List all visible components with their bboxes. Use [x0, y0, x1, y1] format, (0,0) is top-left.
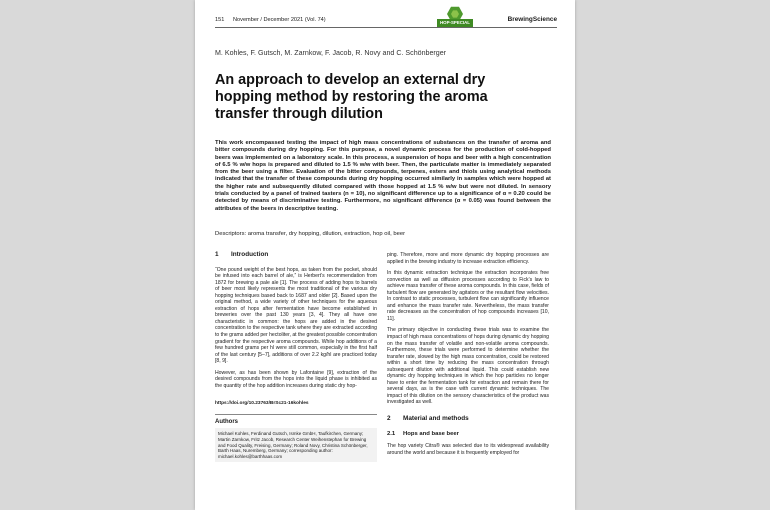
subsection-number: 2.1 [387, 430, 396, 437]
intro-paragraph-2: However, as has been shown by Lafontaine [9], extraction of the desired compounds from the hops into the liquid phase is inhibited as the quantity of the hop addition increases during static dry hop- [215, 369, 377, 389]
section-heading-materials [387, 416, 549, 423]
intro-paragraph-4: In this dynamic extraction technique the extraction incorporates free convection as well as diffusion processes according to Fick’s law to achieve mass transfer of these aroma compounds. In this case, fields of turbulent flow are generated by agitators or the resultant flow velocities. In contrast to static processes, turbulent flow can significantly influence and enhance the mass transfer rate. Nevertheless, the mass transfer rate decreases as the concentration of hop compounds increases [10, 11]. [387, 270, 549, 322]
authors-affiliation: Michael Kohles, Ferdinand Gutsch, Ismke GmbH, Taufkirchen, Germany; Martin Zarnkow, Fritz Jacob, Research Center Weihenstephan for Brewing and Food Quality, Freising, Germany; Roland Novy, Christina Schönberger, Barth Haas, Nuremberg, Germany; corresponding author: michael.kohles@barthhaas.com [215, 428, 377, 462]
left-column [215, 252, 377, 467]
journal-page [195, 0, 575, 510]
article-descriptors: Descriptors: aroma transfer, dry hopping, dilution, extraction, hop oil, beer [215, 231, 406, 237]
authors-box-heading: Authors [215, 414, 377, 426]
section-heading-introduction [215, 252, 377, 259]
section-title: Material and methods [403, 415, 469, 423]
methods-paragraph-1: The hop variety Citra® was selected due to its widespread availability around the world and because it is frequently employed for [387, 443, 549, 456]
running-header [215, 14, 557, 26]
subsection-heading-hops [387, 431, 549, 438]
page-number: 151 [215, 17, 225, 23]
article-title: An approach to develop an external dry hopping method by restoring the aroma transfer through dilution [215, 72, 488, 122]
section-number: 2 [387, 415, 391, 423]
subsection-title: Hops and base beer [403, 430, 459, 437]
intro-paragraph-1: “One pound weight of the best hops, as taken from the pocket, should be infused into each barrel of ale,” is Herbert’s recommendation from 1872 for brewing a pale ale [1]. The process of adding hops to barrels of beer most likely represents the most traditional of the various dry hopping techniques based back to 1687 and older [2]. Based upon the original method, a wide variety of other techniques for the aqueous extraction of hops after fermentation have become established in breweries over the past 130 years [3, 4]. They all have one characteristic in common: the hops are added in the desired concentration to the respective tank where they are extracted according to the grams added per hectoliter, at the greatest possible concentration gradient for the respective aroma compounds. While hop additions of a few hundred grams per hl were still common, especially in the first half of the last century [5–7], additions of over 2.2 kg/hl are practiced today [8, 9]. [215, 266, 377, 365]
badge-label: HOP-SPECIAL [437, 19, 473, 27]
issue-info: November / December 2021 (Vol. 74) [233, 17, 326, 23]
section-title: Introduction [231, 251, 269, 258]
right-column [387, 252, 549, 461]
article-abstract: This work encompassed testing the impact of high mass concentrations of substances on the transfer of aroma and bitter compounds during dry hopping. For this purpose, a novel dynamic process for the production of cold-hopped beers was implemented on a laboratory scale. In this process, a suspension of hops and beer with a high concentration of 6.5 % w/w hops is prepared and diluted to 1.5 % w/w with beer. Then, the particulate matter is immediately separated from the beer using a filter. Evaluation of the bitter compounds, terpenes, esters and thiols using analytical methods indicated that the transfer of these compounds during dry hopping occurred similarly in samples which were hopped at the higher rate and subsequently diluted compared with those hopped at 1.5 % w/w but were not diluted. In sensory trials conducted by a panel of trained tasters (n = 10), no significant difference up to a significance of α = 0.20 could be detected by means of discriminative testing. Furthermore, no significant difference (α = 0.05) was found between the attributes of the beers in descriptive testing. [215, 140, 551, 212]
section-number: 1 [215, 251, 219, 258]
header-divider [215, 27, 557, 28]
intro-paragraph-3: ping. Therefore, more and more dynamic dry hopping processes are applied in the brewing industry to increase extraction efficiency. [387, 252, 549, 265]
doi-link[interactable]: https://doi.org/10.23763/BrSc21-16kohles [215, 401, 309, 407]
hop-special-badge [437, 6, 473, 32]
journal-brand: BrewingScience [507, 16, 557, 23]
intro-paragraph-5: The primary objective in conducting these trials was to examine the impact of high mass concentrations of hops during dynamic dry hopping on the mass transfer of volatile and non-volatile aroma compounds. Furthermore, these trials were performed to determine whether the transfer rate, slowed by the high mass concentration, could be restored within a short time by reducing the mass concentration through subsequent dilution with additional liquid. This could establish new dynamic dry hopping techniques in which the hop particles no longer have to enter the fermentation tank for extraction and remain there for several days, as is the case with current dynamic techniques. The impact of this dilution on the sensory characteristics of the product was investigated as well. [387, 327, 549, 406]
article-authors: M. Kohles, F. Gutsch, M. Zarnkow, F. Jacob, R. Novy and C. Schönberger [215, 49, 447, 57]
